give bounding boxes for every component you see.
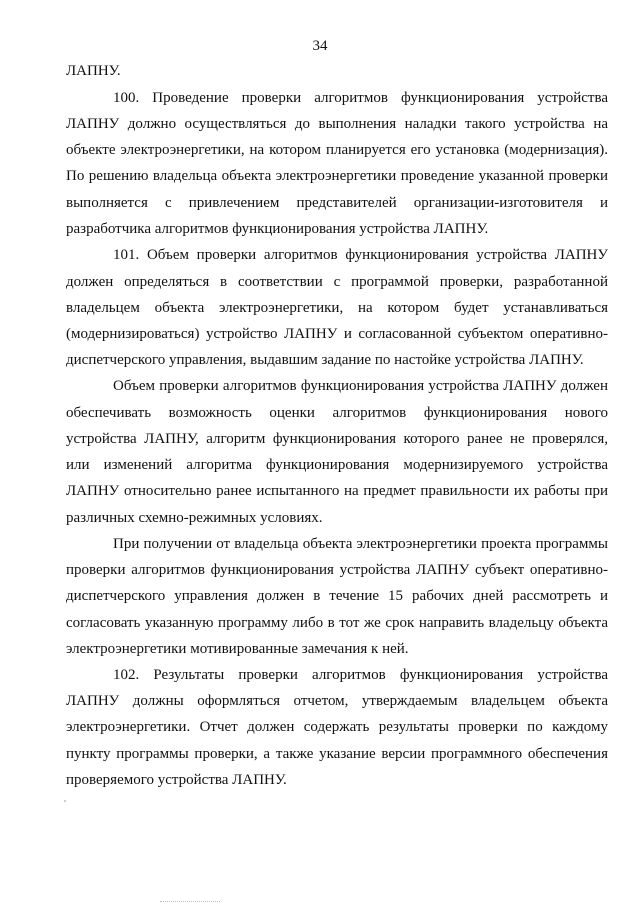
text-line: диспетчерского управления должен в течение 15 рабочих дней рассмотреть и xyxy=(66,588,608,604)
text-line: выполняется с привлечением представителей организации-изготовителя и xyxy=(66,195,608,211)
scan-speck xyxy=(64,800,66,802)
text-line: 101. Объем проверки алгоритмов функционирования устройства ЛАПНУ xyxy=(113,247,608,263)
text-line: ЛАПНУ должно осуществляться до выполнения наладки такого устройства на xyxy=(66,116,608,132)
text-line: должен определяться в соответствии с программой проверки, разработанной xyxy=(66,274,608,290)
text-line: пункту программы проверки, а также указание версии программного обеспечения xyxy=(66,746,608,762)
text-line: обеспечивать возможность оценки алгоритмов функционирования нового xyxy=(66,405,608,421)
text-line: или изменений алгоритма функционирования модернизируемого устройства xyxy=(66,457,608,473)
text-line: проверки алгоритмов функционирования устройства ЛАПНУ субъект оперативно- xyxy=(66,562,608,578)
text-line: Объем проверки алгоритмов функционирования устройства ЛАПНУ должен xyxy=(113,378,608,394)
text-line: 102. Результаты проверки алгоритмов функционирования устройства xyxy=(113,667,608,683)
text-line: согласовать указанную программу либо в тот же срок направить владельцу объекта xyxy=(66,615,608,631)
text-line: электроэнергетики мотивированные замечания к ней. xyxy=(66,641,409,657)
text-line: разработчика алгоритмов функционирования устройства ЛАПНУ. xyxy=(66,221,489,237)
text-line: ЛАПНУ относительно ранее испытанного на предмет правильности их работы при xyxy=(66,483,608,499)
text-line: проверяемого устройства ЛАПНУ. xyxy=(66,772,287,788)
text-line: ЛАПНУ. xyxy=(66,63,121,79)
page-number: 34 xyxy=(312,38,328,54)
text-line: диспетчерского управления, выдавшим задание по настойке устройства ЛАПНУ. xyxy=(66,352,584,368)
scan-edge-mark xyxy=(160,901,220,903)
text-line: (модернизироваться) устройство ЛАПНУ и согласованной субъектом оперативно- xyxy=(66,326,608,342)
text-line: По решению владельца объекта электроэнергетики проведение указанной проверки xyxy=(66,168,608,184)
text-line: различных схемно-режимных условиях. xyxy=(66,510,323,526)
text-line: электроэнергетики. Отчет должен содержать результаты проверки по каждому xyxy=(66,719,608,735)
text-line: владельцем объекта электроэнергетики, на котором будет устанавливаться xyxy=(66,300,608,316)
text-line: устройства ЛАПНУ, алгоритм функционирования которого ранее не проверялся, xyxy=(66,431,608,447)
text-line: объекте электроэнергетики, на котором планируется его установка (модернизация). xyxy=(66,142,608,158)
text-line: 100. Проведение проверки алгоритмов функционирования устройства xyxy=(113,90,608,106)
text-line: ЛАПНУ должны оформляться отчетом, утверждаемым владельцем объекта xyxy=(66,693,608,709)
text-line: При получении от владельца объекта электроэнергетики проекта программы xyxy=(113,536,608,552)
